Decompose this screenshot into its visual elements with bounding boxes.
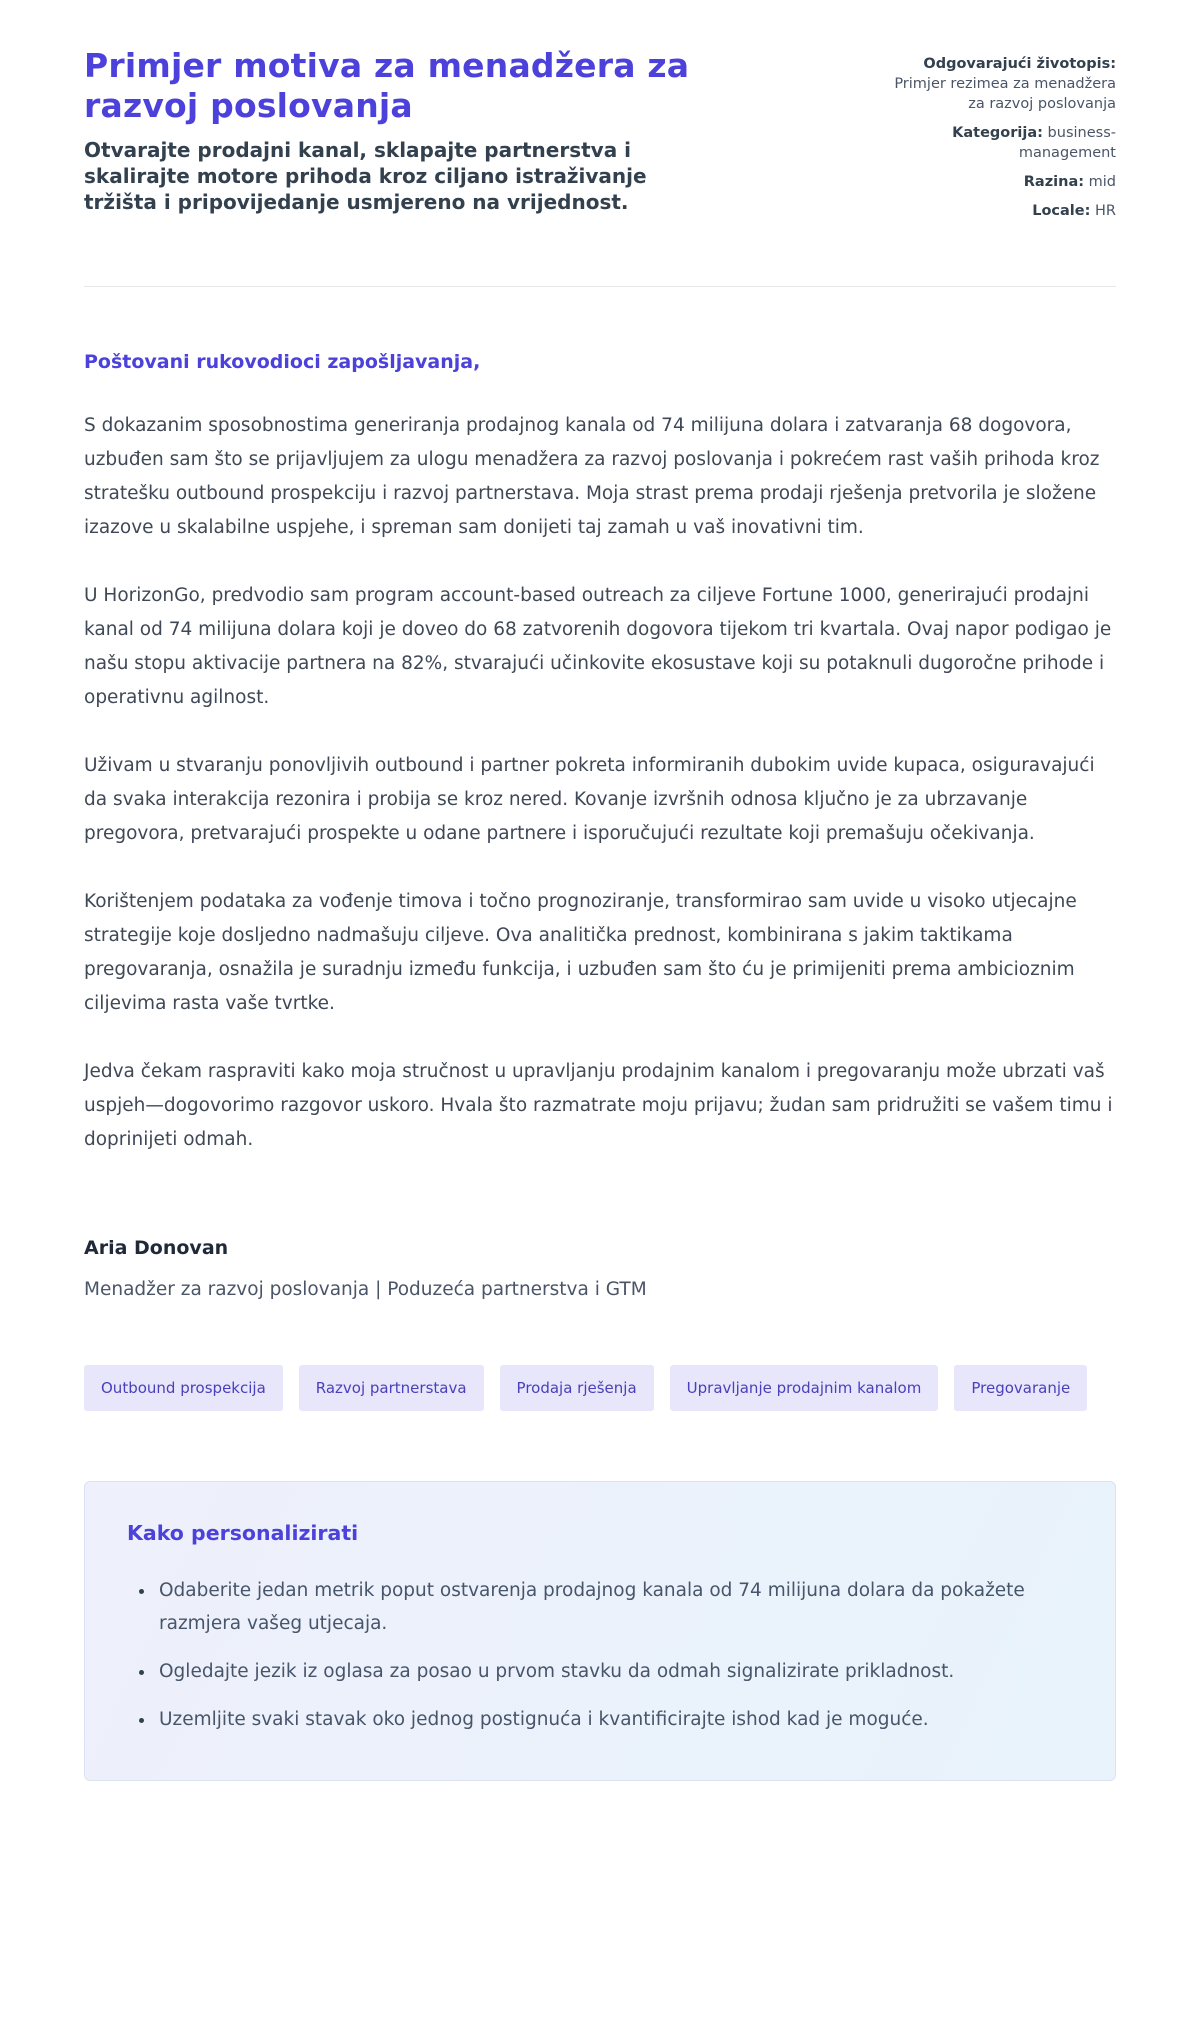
skill-tag[interactable]: Razvoj partnerstava [299, 1365, 484, 1411]
tip-item: • Ogledajte jezik iz oglasa za posao u prvom stavku da odmah signalizirate prikladnost. [155, 1655, 1073, 1688]
tip-item: • Uzemljite svaki stavak oko jednog postignuća i kvantificirajte ishod kad je moguće. [155, 1703, 1073, 1736]
meta-row: Odgovarajući životopis: Primjer rezimea za menadžera za razvoj poslovanja [894, 56, 1116, 112]
page-title: Primjer motiva za menadžera za razvoj poslovanja [84, 46, 690, 126]
page-header [84, 46, 1116, 230]
letter-body [84, 349, 1116, 1781]
page-subtitle: Otvarajte prodajni kanal, sklapajte partnerstva i skalirajte motore prihoda kroz ciljano istraživanje tržišta i pripovijedanje usmjereno na vrijednost. [84, 137, 647, 215]
skill-tag[interactable]: Outbound prospekcija [84, 1365, 283, 1411]
meta-label: Locale: [1032, 203, 1091, 219]
signature-role: Menadžer za razvoj poslovanja | Poduzeća partnerstva i GTM [84, 1279, 647, 1300]
signature-name: Aria Donovan [84, 1237, 229, 1259]
letter-paragraph: Uživam u stvaranju ponovljivih outbound i partner pokreta informiranih dubokim uvide kupaca, osiguravajući da svaka interakcija rezonira i probija se kroz nered. Kovanje izvršnih odnosa ključno je za ubrzavanje pregovora, pretvarajući prospekte u odane partnere i isporučujući rezultate koji premašuju očekivanja. [84, 755, 1095, 844]
greeting: Poštovani rukovodioci zapošljavanja, [84, 351, 481, 373]
letter-paragraph: Korištenjem podataka za vođenje timova i točno prognoziranje, transformirao sam uvide u visoko utjecajne strategije koje dosljedno nadmašuju ciljeve. Ova analitička prednost, kombinirana s jakim taktikama pregovaranja, osnažila je suradnju između funkcija, i uzbuđen sam što ću je primijeniti prema ambicioznim ciljevima rasta vaše tvrtke. [84, 891, 1077, 1014]
skill-tag[interactable]: Prodaja rješenja [500, 1365, 654, 1411]
tips-list [127, 1574, 1073, 1736]
skill-tag[interactable]: Pregovaranje [954, 1365, 1087, 1411]
letter-paragraphs [84, 409, 1116, 1157]
letter-paragraph: S dokazanim sposobnostima generiranja prodajnog kanala od 74 milijuna dolara i zatvaranja 68 dogovora, uzbuđen sam što se prijavljujem za ulogu menadžera za razvoj poslovanja i pokrećem rast vaših prihoda kroz stratešku outbound prospekciju i razvoj partnerstava. Moja strast prema prodaji rješenja pretvorila je složene izazove u skalabilne uspjehe, i spreman sam donijeti taj zamah u vaš inovativni tim. [84, 415, 1100, 538]
meta-label: Kategorija: [952, 125, 1043, 141]
letter-paragraph: U HorizonGo, predvodio sam program account-based outreach za ciljeve Fortune 1000, generirajući prodajni kanal od 74 milijuna dolara koji je doveo do 68 zatvorenih dogovora tijekom tri kvartala. Ovaj napor podigao je našu stopu aktivacije partnera na 82%, stvarajući učinkovite ekosustave koji su potaknuli dugoročne prihode i operativnu agilnost. [84, 585, 1112, 708]
tip-item: • Odaberite jedan metrik poput ostvarenja prodajnog kanala od 74 milijuna dolara da pokažete razmjera vašeg utjecaja. [155, 1574, 1073, 1640]
meta-label: Razina: [1023, 174, 1085, 190]
skill-tag[interactable]: Upravljanje prodajnim kanalom [670, 1365, 939, 1411]
header-divider [84, 286, 1116, 287]
meta-row: Locale: HR [1032, 203, 1116, 219]
meta-row: Kategorija: business-management [952, 125, 1116, 161]
tag-list [84, 1365, 1116, 1411]
meta-label: Odgovarajući životopis: [923, 56, 1116, 72]
meta-row: Razina: mid [1023, 174, 1116, 190]
meta-panel [876, 46, 1116, 230]
letter-paragraph: Jedva čekam raspraviti kako moja stručnost u upravljanju prodajnim kanalom i pregovaranju može ubrzati vaš uspjeh—dogovorimo razgovor uskoro. Hvala što razmatrate moju prijavu; žudan sam pridružiti se vašem timu i doprinijeti odmah. [84, 1061, 1113, 1150]
tips-box [84, 1481, 1116, 1781]
header-title-block [84, 46, 709, 216]
tips-title: Kako personalizirati [127, 1521, 359, 1545]
